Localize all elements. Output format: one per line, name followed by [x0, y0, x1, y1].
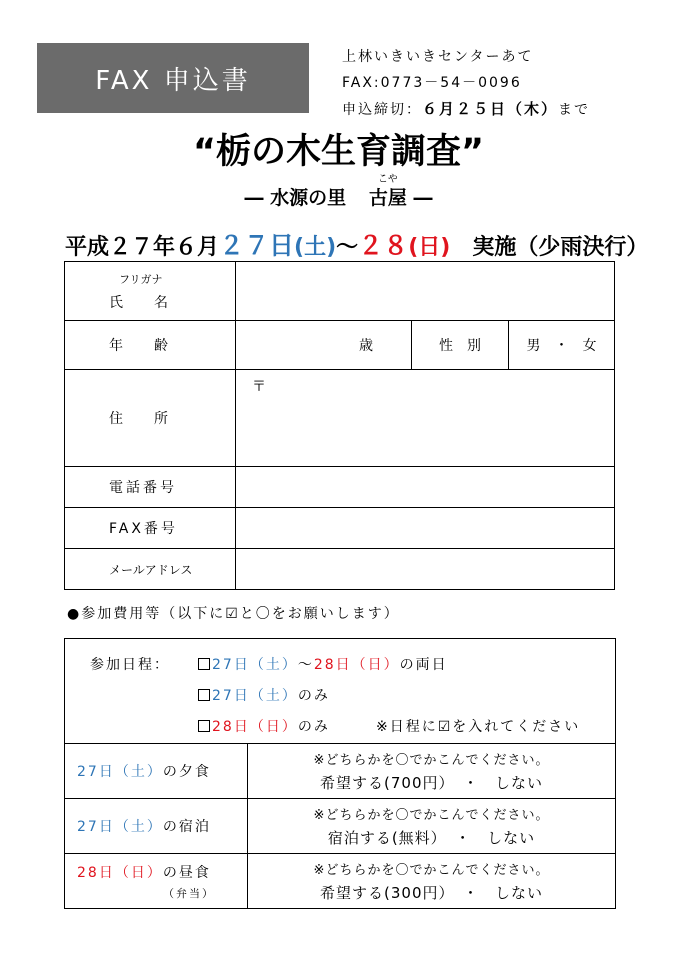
age-label: 年 齢 — [65, 321, 236, 370]
phone-input[interactable] — [236, 467, 615, 508]
furigana-label: フリガナ — [119, 272, 163, 286]
email-label: メールアドレス — [65, 549, 236, 590]
personal-info-table — [64, 261, 615, 590]
date-day2: ２８ — [358, 231, 409, 260]
meal-note: ※どちらかを〇でかこんでください。 — [313, 863, 550, 878]
meal-date: 27日（土） — [77, 764, 163, 780]
schedule-note: ※日程に☑を入れてください — [376, 719, 581, 735]
recipient: 上林いきいきセンターあて — [342, 49, 534, 65]
date-prefix: 平成２７年６月 — [65, 235, 220, 260]
event-date — [65, 226, 648, 262]
postal-mark: 〒 — [252, 379, 266, 395]
meal-sub: （弁当） — [163, 886, 215, 900]
meal-choice[interactable]: 宿泊する(無料） ・ しない — [327, 829, 536, 847]
meal-note: ※どちらかを〇でかこんでください。 — [313, 753, 550, 768]
subtitle-text: 水源の里 — [270, 187, 347, 209]
option-day2-date: 28日（日） — [212, 719, 298, 735]
name-input[interactable] — [236, 262, 615, 321]
fax-application-label: FAX 申込書 — [37, 43, 309, 113]
option-both-day1: 27日（土） — [212, 657, 298, 673]
subtitle — [0, 174, 677, 210]
meal-choice-cell[interactable] — [248, 799, 616, 854]
meal-note: ※どちらかを〇でかこんでください。 — [313, 808, 550, 823]
place-ruby: こや — [377, 174, 398, 185]
dash-right: ― — [413, 187, 433, 209]
name-row — [65, 262, 615, 321]
name-label: 氏 名 — [109, 294, 169, 311]
place-name — [368, 174, 407, 210]
age-unit: 歳 — [359, 338, 373, 354]
meal-choice[interactable]: 希望する(300円） ・ しない — [320, 884, 543, 902]
option-day1-suffix: のみ — [297, 688, 330, 704]
schedule-option-day2[interactable] — [198, 716, 330, 736]
meal-choice-cell[interactable] — [248, 854, 616, 909]
meal-choice-cell[interactable] — [248, 744, 616, 799]
email-input[interactable] — [236, 549, 615, 590]
name-label-cell — [65, 262, 236, 321]
checkbox-day2[interactable] — [198, 720, 210, 732]
address-input[interactable] — [236, 370, 615, 467]
meal-label — [65, 799, 248, 854]
meal-choice[interactable]: 希望する(700円） ・ しない — [320, 774, 543, 792]
phone-row — [65, 467, 615, 508]
fax-input[interactable] — [236, 508, 615, 549]
schedule-option-both[interactable] — [198, 654, 448, 674]
fax-label: FAX番号 — [65, 508, 236, 549]
fax-number: FAX:0773－54－0096 — [342, 75, 522, 91]
place-text: 古屋 — [368, 187, 407, 209]
address-row — [65, 370, 615, 467]
email-row — [65, 549, 615, 590]
gender-label: 性 別 — [412, 321, 509, 370]
meal-row — [65, 854, 616, 909]
option-both-day2: 28日（日） — [313, 657, 400, 673]
page-title: “栃の木生育調査” — [192, 132, 484, 172]
gender-options[interactable]: 男 ・ 女 — [509, 321, 615, 370]
meal-row — [65, 799, 616, 854]
schedule-cell — [65, 639, 616, 744]
option-day2-suffix: のみ — [297, 719, 330, 735]
age-row — [65, 321, 615, 370]
fees-heading: ●参加費用等（以下に☑と〇をお願いします） — [67, 606, 400, 622]
date-day2-weekday: (日) — [408, 235, 451, 260]
date-day1: ２７日 — [219, 231, 295, 260]
date-tilde: ～ — [336, 235, 359, 260]
address-label: 住 所 — [65, 370, 236, 467]
meal-label — [65, 854, 248, 909]
meal-item: の宿泊 — [162, 819, 211, 835]
phone-label: 電話番号 — [65, 467, 236, 508]
option-both-suffix: の両日 — [399, 657, 448, 673]
checkbox-day1[interactable] — [198, 689, 210, 701]
dash-left: ― — [244, 187, 264, 209]
checkbox-both[interactable] — [198, 658, 210, 670]
option-both-tilde: ～ — [297, 657, 314, 673]
fax-row — [65, 508, 615, 549]
deadline-suffix: まで — [558, 102, 591, 118]
fees-table — [64, 638, 616, 909]
date-day1-weekday: (土) — [294, 235, 337, 260]
date-suffix: 実施（少雨決行） — [472, 235, 649, 260]
schedule-label: 参加日程： — [90, 657, 170, 673]
meal-item: の昼食 — [162, 864, 211, 881]
age-input[interactable] — [236, 321, 412, 370]
schedule-option-day1[interactable] — [198, 685, 330, 705]
meal-item: の夕食 — [162, 764, 211, 780]
meal-row — [65, 744, 616, 799]
meal-date: 27日（土） — [77, 819, 163, 835]
deadline — [342, 98, 590, 119]
deadline-prefix: 申込締切： — [342, 102, 422, 118]
meal-date: 28日（日） — [77, 864, 163, 881]
meal-label — [65, 744, 248, 799]
option-day1-date: 27日（土） — [212, 688, 298, 704]
deadline-date: ６月２５日（木） — [422, 100, 559, 118]
schedule-row — [65, 639, 616, 744]
